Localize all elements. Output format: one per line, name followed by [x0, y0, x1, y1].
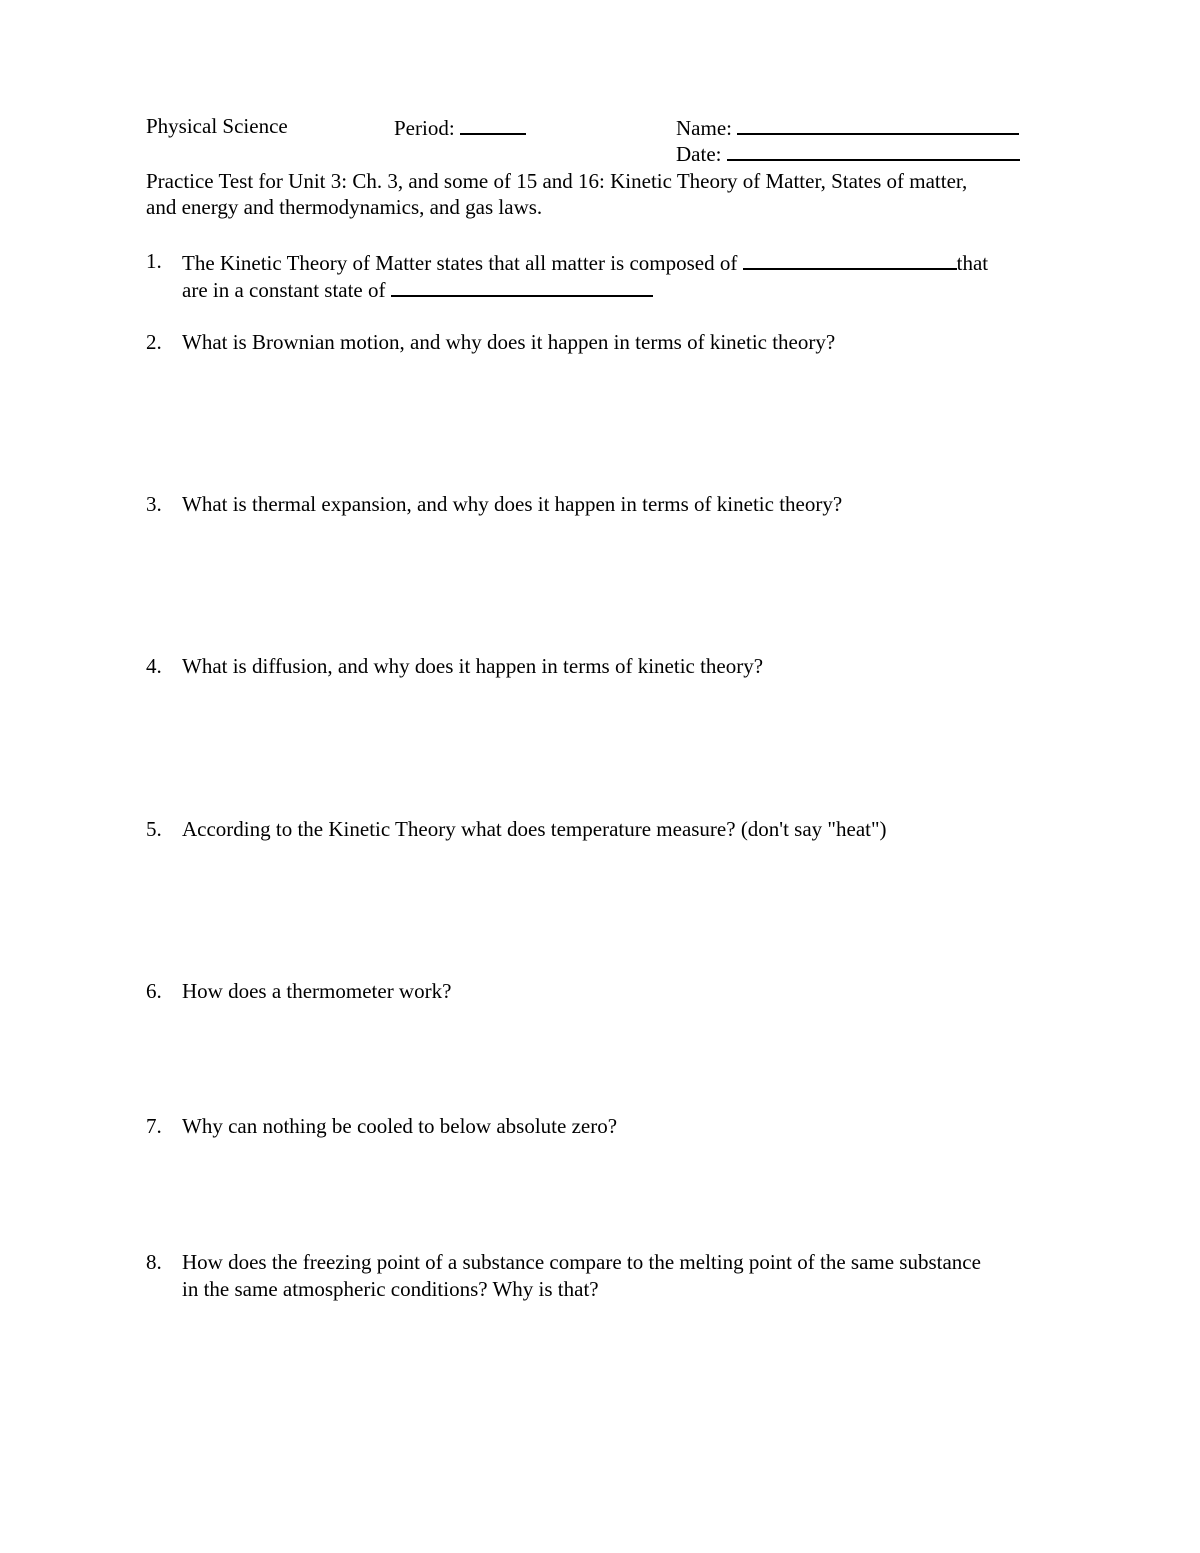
- question-text: What is thermal expansion, and why does it happen in terms of kinetic theory?: [182, 492, 843, 516]
- test-title-line-2: and energy and thermodynamics, and gas laws.: [146, 195, 543, 219]
- particles-blank[interactable]: [743, 248, 957, 270]
- question-text: Why can nothing be cooled to below absolute zero?: [182, 1114, 618, 1138]
- name-label: Name:: [676, 116, 732, 140]
- question-text-line-1: How does the freezing point of a substance compare to the melting point of the same substance: [182, 1250, 981, 1274]
- period-blank[interactable]: [460, 113, 526, 135]
- name-field: [676, 113, 1019, 141]
- question-number: 4.: [146, 654, 162, 678]
- period-field: [394, 113, 526, 141]
- date-blank[interactable]: [727, 139, 1020, 161]
- question-number: 1.: [146, 249, 162, 273]
- course-name: Physical Science: [146, 114, 288, 138]
- period-label: Period:: [394, 116, 455, 140]
- name-blank[interactable]: [737, 113, 1019, 135]
- question-1-line-2: [182, 275, 653, 303]
- question-number: 3.: [146, 492, 162, 516]
- date-field: [676, 139, 1020, 167]
- question-number: 2.: [146, 330, 162, 354]
- test-title-line-1: Practice Test for Unit 3: Ch. 3, and some of 15 and 16: Kinetic Theory of Matter, States of matter,: [146, 169, 968, 193]
- question-1-text-part-1: The Kinetic Theory of Matter states that all matter is composed of: [182, 251, 738, 275]
- question-text: [182, 248, 988, 276]
- question-number: 7.: [146, 1114, 162, 1138]
- question-1-text-part-3: are in a constant state of: [182, 278, 386, 302]
- question-number: 8.: [146, 1250, 162, 1274]
- question-text: How does a thermometer work?: [182, 979, 452, 1003]
- question-text: What is Brownian motion, and why does it happen in terms of kinetic theory?: [182, 330, 836, 354]
- question-number: 5.: [146, 817, 162, 841]
- question-text: What is diffusion, and why does it happen in terms of kinetic theory?: [182, 654, 764, 678]
- motion-blank[interactable]: [391, 275, 653, 297]
- question-text-line-2: in the same atmospheric conditions? Why is that?: [182, 1277, 599, 1301]
- question-1-text-part-2: that: [956, 251, 989, 275]
- question-number: 6.: [146, 979, 162, 1003]
- date-label: Date:: [676, 142, 722, 166]
- question-text: According to the Kinetic Theory what does temperature measure? (don't say "heat"): [182, 817, 887, 841]
